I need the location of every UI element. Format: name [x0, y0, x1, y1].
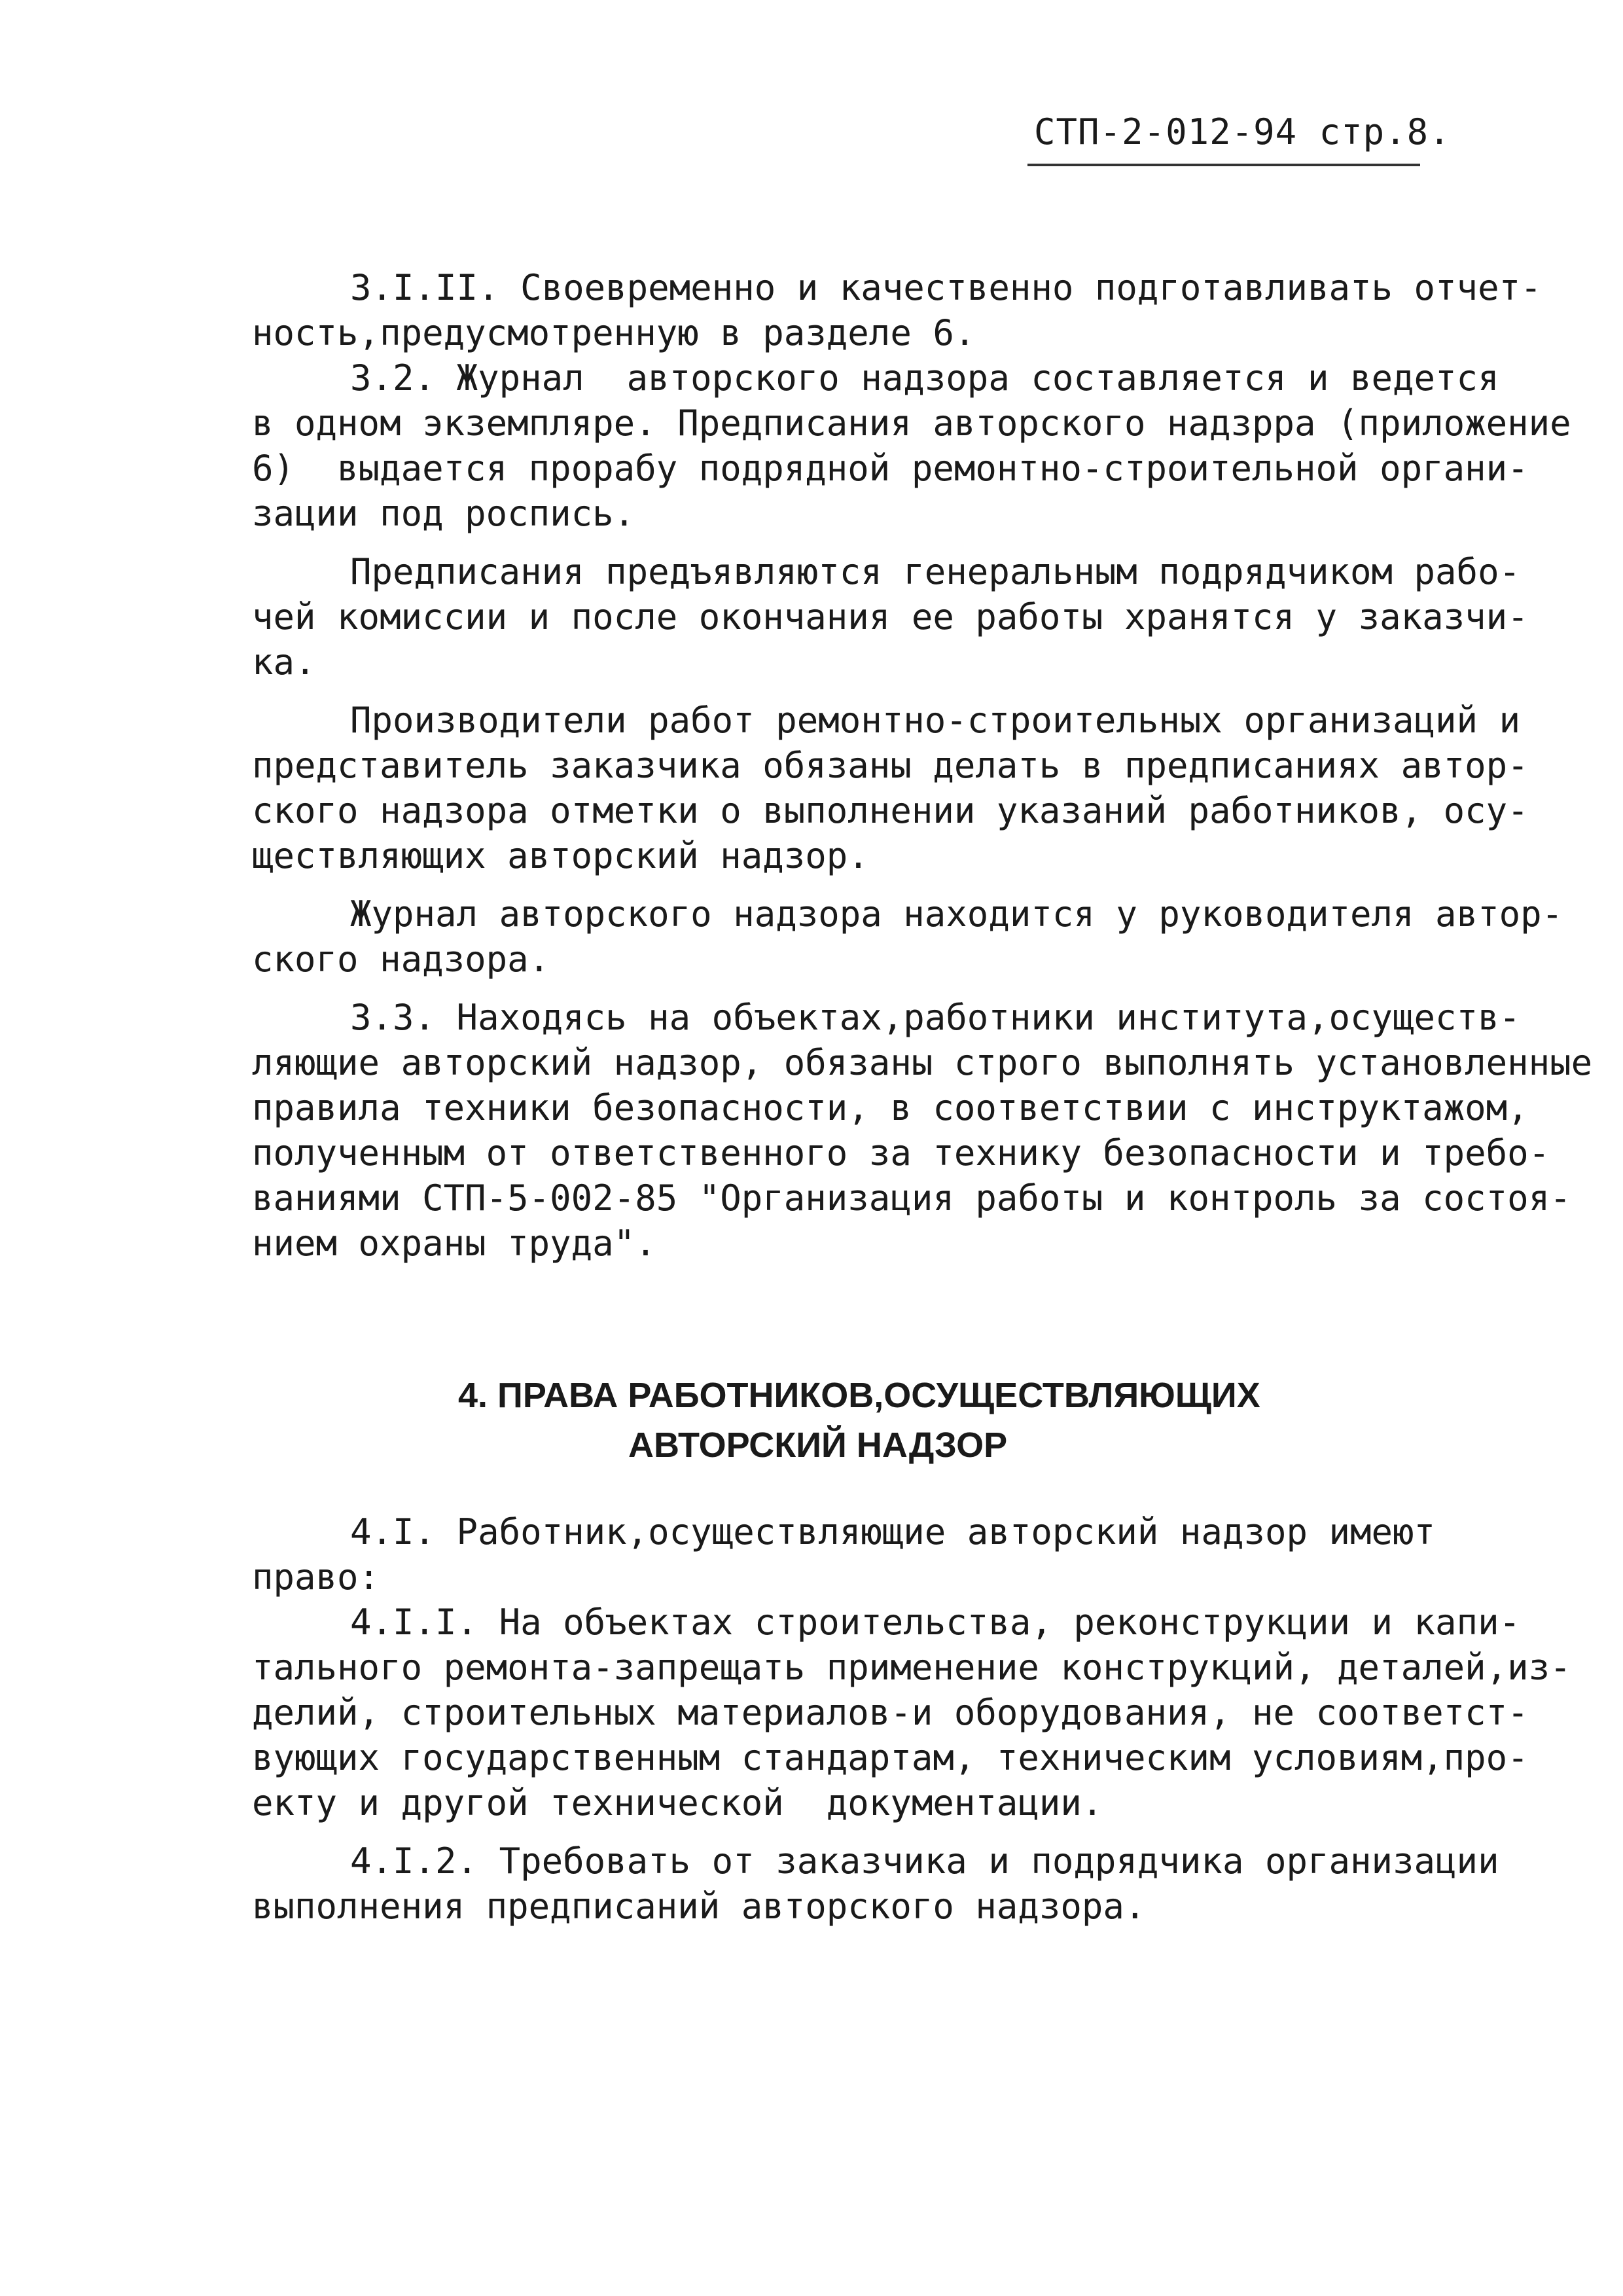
text-line: 3.I.II. Своевременно и качественно подготавливать отчет- [350, 267, 1542, 308]
text-line: правила техники безопасности, в соответствии с инструктажом, [252, 1087, 1529, 1128]
text-line: Журнал авторского надзора находится у руководителя автор- [350, 893, 1563, 935]
text-line: зации под роспись. [252, 493, 635, 534]
paragraph-3-2 [252, 355, 1571, 536]
text-line: вующих государственным стандартам, техническим условиям,про- [252, 1737, 1529, 1778]
header-underline [1027, 164, 1420, 166]
text-line: тального ремонта-запрещать применение конструкций, деталей,из- [252, 1647, 1571, 1688]
section-heading-line: АВТОРСКИЙ НАДЗОР [628, 1426, 1008, 1465]
text-line: 4.I.I. На объектах строительства, реконструкции и капи- [350, 1602, 1521, 1643]
paragraph-4-1 [252, 1509, 1515, 1600]
paragraph-journal [252, 891, 1563, 982]
paragraph-3-1-11 [252, 265, 1542, 355]
paragraph-4-1-2 [252, 1839, 1515, 1929]
text-line: ка. [252, 641, 316, 683]
text-line: делий, строительных материалов-и оборудования, не соответст- [252, 1692, 1529, 1733]
text-line: 3.3. Находясь на объектах,работники института,осуществ- [350, 997, 1521, 1038]
text-line: ского надзора. [252, 939, 550, 980]
paragraph-contractors [252, 698, 1529, 878]
text-line: нием охраны труда". [252, 1223, 656, 1264]
paragraph-4-1-1 [252, 1600, 1571, 1825]
paragraph-3-3 [252, 995, 1593, 1266]
text-line: чей комиссии и после окончания ее работы хранятся у заказчи- [252, 596, 1529, 637]
text-line: 4.I.2. Требовать от заказчика и подрядчика организации [350, 1840, 1499, 1882]
text-line: ляющие авторский надзор, обязаны строго выполнять установленные [252, 1042, 1593, 1083]
section-heading-line: 4. ПРАВА РАБОТНИКОВ,ОСУЩЕСТВЛЯЮЩИХ [458, 1376, 1260, 1415]
text-line: ского надзора отметки о выполнении указаний работников, осу- [252, 790, 1529, 831]
text-line: ность,предусмотренную в разделе 6. [252, 312, 976, 353]
text-line: ваниями СТП-5-002-85 "Организация работы и контроль за состоя- [252, 1177, 1571, 1219]
section-4-heading [252, 1371, 1515, 1470]
text-line: Производители работ ремонтно-строительных организаций и [350, 700, 1521, 741]
text-line: ществляющих авторский надзор. [252, 835, 869, 876]
document-code-header: СТП-2-012-94 стр.8. [1034, 111, 1451, 152]
text-line: в одном экземпляре. Предписания авторского надзрра (приложение [252, 403, 1571, 444]
text-line: Предписания предъявляются генеральным подрядчиком рабо- [350, 551, 1521, 592]
text-line: екту и другой технической документации. [252, 1782, 1103, 1823]
text-line: полученным от ответственного за технику безопасности и требо- [252, 1132, 1550, 1174]
text-line: выполнения предписаний авторского надзора. [252, 1886, 1146, 1927]
text-line: представитель заказчика обязаны делать в предписаниях автор- [252, 745, 1529, 786]
text-line: 6) выдается прорабу подрядной ремонтно-строительной органи- [252, 448, 1529, 489]
paragraph-instructions [252, 549, 1529, 685]
text-line: 3.2. Журнал авторского надзора составляется и ведется [350, 357, 1499, 399]
text-line: право: [252, 1556, 380, 1598]
text-line: 4.I. Работник,осуществляющие авторский надзор имеют [350, 1511, 1436, 1552]
document-body [252, 265, 1593, 1929]
